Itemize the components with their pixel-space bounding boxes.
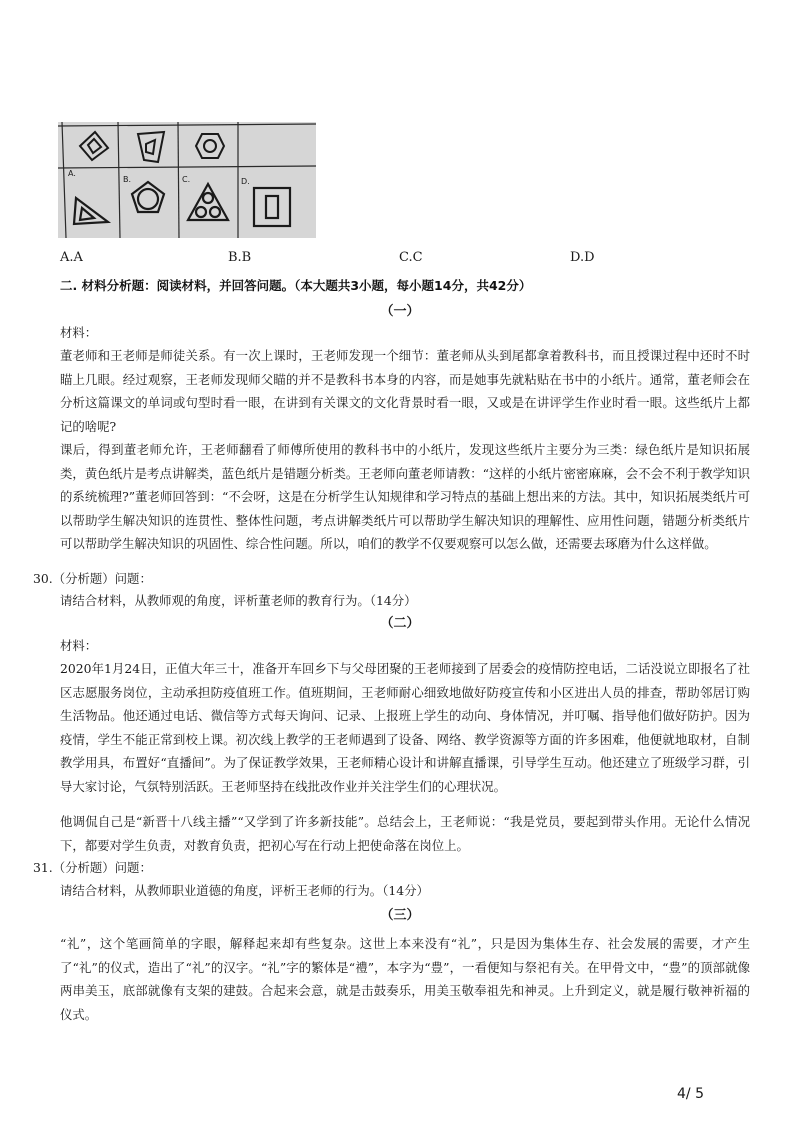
material-1-paragraph-1: 董老师和王老师是师徒关系。有一次上课时，王老师发现一个细节：董老师从头到尾都拿着教科书，而且授课过程中还时不时瞄上几眼。经过观察，王老师发现师父瞄的并不是教科书本身的内容，而是她事先就粘贴在书中的小纸片。通常，董老师会在分析这篇课文的单词或句型时看一眼，在讲到有关课文的文化背景时看一眼，又或是在讲评学生作业时看一眼。这些纸片上都记的啥呢? xyxy=(60,348,750,434)
material-3-title: （三） xyxy=(380,908,420,923)
material-1-title: （一） xyxy=(380,304,420,319)
option-b: B.B xyxy=(228,250,252,265)
figure-label-a: A. xyxy=(68,169,76,178)
figure-label-c: C. xyxy=(182,175,191,184)
page-number: 4/ 5 xyxy=(677,1086,704,1102)
material-3-paragraph: “礼”，这个笔画简单的字眼，解释起来却有些复杂。这世上本来没有“礼”，只是因为集体生存、社会发展的需要，才产生了“礼”的仪式，造出了“礼”的汉字。“礼”字的繁体是“禮”，本字为“豊”，一看便知与祭祀有关。在甲骨文中，“豊”的顶部就像两串美玉，底部就像有支架的建鼓。合起来会意，就是击鼓奏乐，用美玉敬奉祖先和神灵。上升到定义，就是履行敬神祈福的仪式。 xyxy=(60,936,750,1022)
choice-options xyxy=(0,250,800,270)
question-30-number: 30.（分析题）问题： xyxy=(33,571,152,586)
figure-grid xyxy=(58,122,316,238)
material-2-paragraph-2: 他调侃自己是“新晋十八线主播”“又学到了许多新技能”。总结会上，王老师说：“我是党员，要起到带头作用。无论什么情况下，都要对学生负责，对教育负责，把初心写在行动上把使命落在岗位上。 xyxy=(60,814,750,853)
material-2-paragraph-1: 2020年1月24日，正值大年三十，准备开车回乡下与父母团聚的王老师接到了居委会的疫情防控电话，二话没说立即报名了社区志愿服务岗位，主动承担防疫值班工作。值班期间，王老师耐心细致地做好防疫宣传和小区进出人员的排查，帮助邻居订购生活物品。他还通过电话、微信等方式每天询问、记录、上报班上学生的动向、身体情况，并叮嘱、指导他们做好防护。因为疫情，学生不能正常到校上课。初次线上教学的王老师遇到了设备、网络、教学资源等方面的许多困难，他便就地取材，自制教学用具，布置好“直播间”。为了保证教学效果，王老师精心设计和讲解直播课，引导学生互动。他还建立了班级学习群，引导大家讨论，气氛特别活跃。王老师坚持在线批改作业并关注学生们的心理状况。 xyxy=(60,661,750,794)
question-31-task: 请结合材料，从教师职业道德的角度，评析王老师的行为。（14分） xyxy=(60,883,429,898)
question-31-number: 31.（分析题）问题： xyxy=(33,860,152,875)
material-2-label: 材料： xyxy=(60,638,98,653)
material-2-title: （二） xyxy=(380,616,420,631)
option-a: A.A xyxy=(60,250,83,265)
figure-photo xyxy=(58,122,316,238)
figure-label-b: B. xyxy=(123,175,132,184)
figure-label-d: D. xyxy=(241,177,250,186)
question-30-task: 请结合材料，从教师观的角度，评析董老师的教育行为。（14分） xyxy=(60,593,417,608)
material-1-paragraph-2: 课后，得到董老师允许，王老师翻看了师傅所使用的教科书中的小纸片，发现这些纸片主要分为三类：绿色纸片是知识拓展类，黄色纸片是考点讲解类，蓝色纸片是错题分析类。王老师向董老师请教：“这样的小纸片密密麻麻，会不会不利于教学知识的系统梳理?”董老师回答到：“不会呀，这是在分析学生认知规律和学习特点的基础上想出来的方法。其中，知识拓展类纸片可以帮助学生解决知识的连贯性、整体性问题，考点讲解类纸片可以帮助学生解决知识的理解性、应用性问题，错题分析类纸片可以帮助学生解决知识的巩固性、综合性问题。所以，咱们的教学不仅要观察可以怎么做，还需要去琢磨为什么这样做。 xyxy=(60,442,750,551)
section-heading: 二. 材料分析题：阅读材料，并回答问题。（本大题共3小题，每小题14分，共42分） xyxy=(60,278,532,293)
option-d: D.D xyxy=(570,250,595,265)
material-1-label: 材料： xyxy=(60,325,98,340)
option-c: C.C xyxy=(399,250,423,265)
